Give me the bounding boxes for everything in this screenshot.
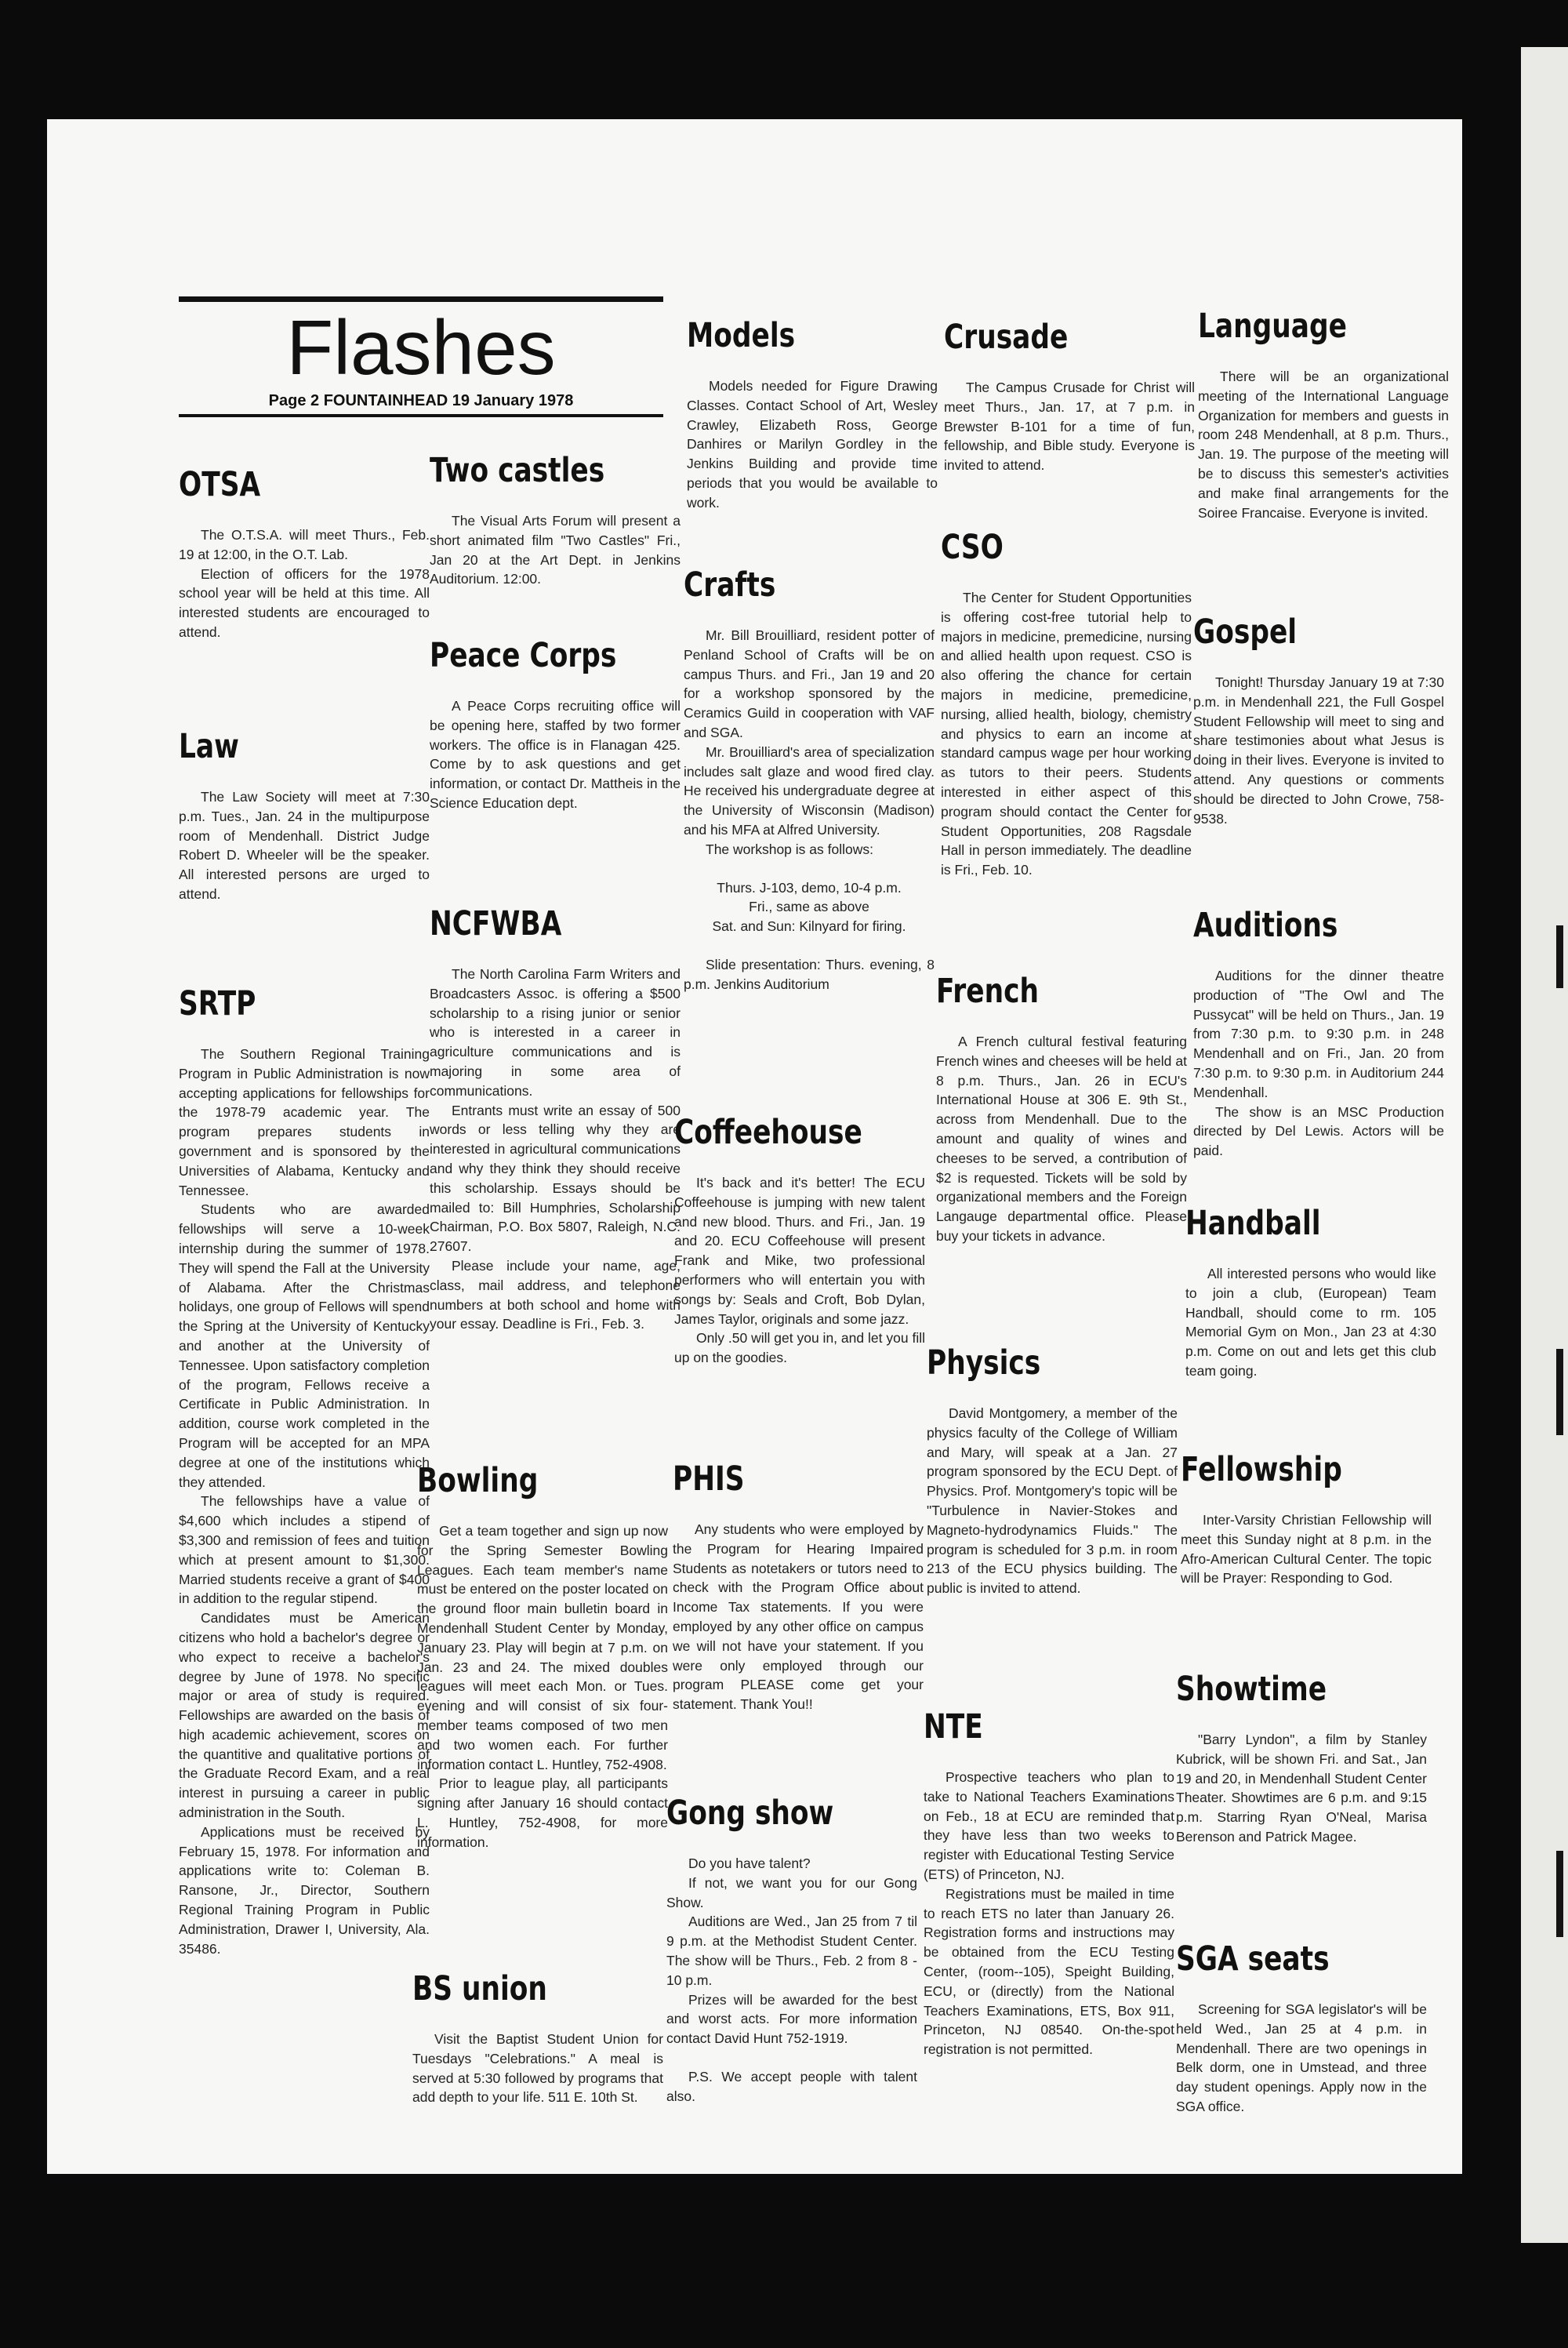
article-law: [179, 726, 430, 904]
article-paragraph: Do you have talent?: [688, 1856, 811, 1871]
article-peace-corps: [430, 635, 681, 813]
masthead-subtitle: Page 2 FOUNTAINHEAD 19 January 1978: [268, 392, 574, 409]
article-body: [179, 525, 430, 642]
article-paragraph: Get a team together and sign up now for the Spring Semester Bowling Leagues. Each team member's name must be entered on the poster located on the ground floor main bulletin board in Mendenhall Student Center by Monday, January 23. Play will begin at 7 p.m. on Jan. 23 and 24. The mixed doubles leagues will meet each Mon. or Tues. evening and will consist of six four-member teams composed of two men and two women each. For further information contact L. Huntley, 752-4908.: [417, 1523, 668, 1772]
article-body: [666, 1854, 917, 2106]
article-paragraph: Mr. Bill Brouilliard, resident potter of Penland School of Crafts will be on campus Thurs. and Fri., Jan 19 and 20 for a workshop sponsored by the Ceramics Guild in cooperation with VAF and SGA.: [684, 627, 935, 740]
article-paragraph: Slide presentation: Thurs. evening, 8 p.m. Jenkins Auditorium: [684, 956, 935, 992]
article-paragraph: Tonight! Thursday January 19 at 7:30 p.m. in Mendenhall 221, the Full Gospel Student Fellowship will meet to sing and share testimonies about what Jesus is doing in their lives. Everyone is invited to attend. Any questions or comments should be directed to John Crowe, 758-9538.: [1193, 674, 1444, 827]
article-body: [673, 1520, 924, 1714]
article-fellowship: [1181, 1449, 1432, 1588]
article-body: [430, 965, 681, 1334]
article-ncfwba: [430, 903, 681, 1334]
article-auditions: [1193, 905, 1444, 1161]
article-body: [924, 1768, 1174, 2059]
article-heading: Showtime: [1176, 1670, 1327, 1709]
article-paragraph: The Center for Student Opportunities is offering cost-free tutorial help to majors in medicine, premedicine, nursing and allied health upon request. CSO is also offering the chance for certain majors in medicine, premedicine, nursing, allied health, biology, chemistry and physics to earn an income at standard campus wage per hour working as tutors to their peers. Students interested in either aspect of this program should contact the Center for Student Opportunities, 208 Ragsdale Hall in person immediately. The deadline is Fri., Feb. 10.: [941, 590, 1192, 878]
article-body: [179, 787, 430, 904]
article-body: [684, 626, 935, 994]
masthead-title: Flashes: [286, 304, 556, 391]
article-heading: Fellowship: [1181, 1450, 1342, 1489]
article-paragraph: It's back and it's better! The ECU Coffeehouse is jumping with new talent and new blood. Thurs. and Fri., Jan. 19 and 20. ECU Coffeehouse will present Frank and Mike, two professional performers who will entertain you with songs by: Seals and Croft, Bob Dylan, James Taylor, originals and some jazz.: [674, 1175, 925, 1327]
article-paragraph: The O.T.S.A. will meet Thurs., Feb. 19 at 12:00, in the O.T. Lab.: [179, 527, 430, 562]
article-paragraph: The Campus Crusade for Christ will meet Thurs., Jan. 17, at 7 p.m. in Brewster B-101 for a time of fun, fellowship, and Bible study. Everyone is invited to attend.: [944, 380, 1195, 474]
article-two-castles: [430, 450, 681, 589]
article-handball: [1185, 1203, 1436, 1381]
article-coffeehouse: [674, 1112, 925, 1368]
article-heading: CSO: [941, 528, 1004, 567]
article-heading: Physics: [927, 1343, 1041, 1383]
article-paragraph: The Visual Arts Forum will present a short animated film "Two Castles" Fri., Jan 20 at the Art Dept. in Jenkins Auditorium. 12:00.: [430, 513, 681, 587]
article-body: [1185, 1264, 1436, 1381]
edge-mark: [1556, 1851, 1563, 1937]
article-body: [687, 376, 938, 513]
article-paragraph: The fellowships have a value of $4,600 which includes a stipend of $3,300 and remission of fees and tuition which at present amount to $1,300. Married students receive a grant of $400 in addition to the regular stipend.: [179, 1493, 430, 1607]
article-paragraph: Mr. Brouilliard's area of specialization includes salt glaze and wood fired clay. He received his undergraduate degree at the University of Wisconsin (Madison) and his MFA at Alfred University.: [684, 743, 935, 838]
article-heading: Law: [179, 727, 239, 766]
article-paragraph: Prospective teachers who plan to take to National Teachers Examinations on Feb., 18 at ECU are reminded that they have less than two weeks to register with Educational Testing Service (ETS) of Princeton, NJ.: [924, 1769, 1174, 1882]
article-models: [687, 315, 938, 513]
article-bowling: [417, 1460, 668, 1852]
article-paragraph: Please include your name, age, class, mail address, and telephone numbers at both school and home with your essay. Deadline is Fri., Feb. 3.: [430, 1257, 681, 1332]
article-paragraph: Entrants must write an essay of 500 words or less telling why they are interested in agricultural communications and why they think they should receive this scholarship. Essays should be mailed to: Bill Humphries, Scholarship Chairman, P.O. Box 5807, Raleigh, N.C. 27607.: [430, 1102, 681, 1255]
schedule-line: Fri., same as above: [749, 899, 869, 915]
article-paragraph: Registrations must be mailed in time to reach ETS no later than January 26. Registration forms and instructions may be obtained from the ECU Testing Center, (room--105), Speight Building, ECU, or (directly) from the National Teachers Examinations, ETS, Box 911, Princeton, NJ 08540. On-the-spot registration is not permitted.: [924, 1885, 1174, 2058]
article-body: [1176, 2000, 1427, 2117]
schedule-line: Sat. and Sun: Kilnyard for firing.: [712, 918, 906, 935]
article-paragraph: Applications must be received by February 15, 1978. For information and applications write to: Coleman B. Ransone, Jr., Director, Southern Regional Training Program in Public Administration, Drawer I, University, Ala. 35486.: [179, 1823, 430, 1957]
article-paragraph: The Southern Regional Training Program in Public Administration is now accepting applications for fellowships for the 1978-79 academic year. The program prepares students in government and is sponsored by the Universities of Alabama, Kentucky and Tennessee.: [179, 1046, 430, 1198]
article-otsa: [179, 464, 430, 642]
article-paragraph: Models needed for Figure Drawing Classes. Contact School of Art, Wesley Crawley, Elizabeth Ross, George Danhires or Marilyn Gordley in the Jenkins Building and provide time periods that you would be available to work.: [687, 378, 938, 511]
article-heading: Coffeehouse: [674, 1113, 862, 1152]
article-heading: Bowling: [417, 1461, 539, 1500]
article-french: [936, 971, 1187, 1246]
article-heading: French: [936, 972, 1039, 1011]
article-paragraph: Students who are awarded fellowships will serve a 10-week internship during the summer of 1978. They will spend the Fall at the University of Alabama. After the Christmas holidays, one group of Fellows will spend the Spring at the University of Kentucky and another at the University of Tennessee. Upon satisfactory completion of the program, Fellows receive a Certificate in Public Administration. In addition, course work completed in the Program will be accepted for an MPA degree at one of the institutions which they attended.: [179, 1201, 430, 1490]
article-body: [944, 378, 1195, 475]
article-heading: Handball: [1185, 1204, 1321, 1243]
article-heading: Auditions: [1193, 906, 1338, 945]
article-paragraph: Prizes will be awarded for the best and worst acts. For more information contact David Hunt 752-1919.: [666, 1991, 917, 2047]
article-paragraph: There will be an organizational meeting of the International Language Organization for members and guests in room 248 Mendenhall, at 8 p.m. Thurs., Jan. 19. The purpose of the meeting will be to discuss this semester's activities and make final arrangements for the Soiree Francaise. Everyone is invited.: [1198, 369, 1449, 521]
article-body: [412, 2030, 663, 2107]
article-body: [936, 1032, 1187, 1246]
article-paragraph: All interested persons who would like to join a club, (European) Team Handball, should come to rm. 105 Memorial Gym on Mon., Jan 23 at 4:30 p.m. Come on out and lets get this club team going.: [1185, 1266, 1436, 1379]
article-body: [417, 1521, 668, 1852]
article-srtp: [179, 983, 430, 1958]
article-sga-seats: [1176, 1939, 1427, 2117]
article-heading: Gospel: [1193, 612, 1298, 652]
article-paragraph: A French cultural festival featuring French wines and cheeses will be held at 8 p.m. Thurs., Jan. 26 in ECU's International House at 306 E. 9th St., across from Mendenhall. Due to the amount and quality of wines and cheeses to be served, a contribution of $2 is requested. Tickets will be sold by organizational members and the Foreign Langauge departmental office. Please buy your tickets in advance.: [936, 1034, 1187, 1244]
article-paragraph: David Montgomery, a member of the physics faculty of the College of William and Mary, will speak at a Jan. 27 program sponsored by the ECU Dept. of Physics. Prof. Montgomery's topic will be "Turbulence in Navier-Stokes and Magneto-hydrodynamics Fluids." The program is scheduled for 3 p.m. in room 213 of the ECU physics building. The public is invited to attend.: [927, 1405, 1178, 1597]
article-paragraph: The North Carolina Farm Writers and Broadcasters Assoc. is offering a $500 scholarship to a rising junior or senior who is interested in a career in agriculture communications and is majoring in some area of communications.: [430, 966, 681, 1099]
article-paragraph: The show is an MSC Production directed by Del Lewis. Actors will be paid.: [1193, 1103, 1444, 1159]
article-paragraph: A Peace Corps recruiting office will be opening here, staffed by two former workers. The office is in Flanagan 425. Come by to ask questions and get information, or contact Dr. Mattheis in the Science Education dept.: [430, 698, 681, 811]
article-crafts: [684, 565, 935, 994]
article-cso: [941, 527, 1192, 880]
article-paragraph: If not, we want you for our Gong Show.: [666, 1874, 917, 1910]
article-body: [1198, 367, 1449, 522]
article-language: [1198, 306, 1449, 522]
article-heading: NTE: [924, 1707, 983, 1746]
article-body: [927, 1404, 1178, 1598]
article-paragraph: P.S. We accept people with talent also.: [666, 2068, 917, 2104]
schedule-line: Thurs. J-103, demo, 10-4 p.m.: [717, 879, 902, 896]
article-paragraph: The workshop is as follows:: [706, 841, 873, 857]
edge-mark: [1556, 1349, 1563, 1435]
article-heading: OTSA: [179, 465, 261, 504]
article-paragraph: Candidates must be American citizens who hold a bachelor's degree or who expect to receive a bachelor's degree by June of 1978. No specific major or area of study is required. Fellowships are awarded on the basis of high academic achievement, scores on the quantitive and qualitative portions of the Graduate Record Exam, and a real interest in pursuing a career in public administration in the South.: [179, 1610, 430, 1821]
article-phis: [673, 1459, 924, 1714]
article-body: [430, 511, 681, 589]
article-paragraph: Visit the Baptist Student Union for Tuesdays "Celebrations." A meal is served at 5:30 followed by programs that add depth to your life. 511 E. 10th St.: [412, 2031, 663, 2106]
article-showtime: [1176, 1669, 1427, 1847]
article-paragraph: The Law Society will meet at 7:30 p.m. Tues., Jan. 24 in the multipurpose room of Mendenhall. District Judge Robert D. Wheeler will be the speaker. All interested persons are urged to attend.: [179, 789, 430, 902]
article-heading: Models: [687, 316, 796, 355]
article-nte: [924, 1706, 1174, 2059]
masthead-rule: [179, 296, 663, 302]
article-body: [430, 696, 681, 813]
article-heading: PHIS: [673, 1459, 745, 1499]
article-gospel: [1193, 612, 1444, 828]
article-heading: BS union: [412, 1969, 547, 2008]
article-body: [1193, 966, 1444, 1161]
article-gong-show: [666, 1793, 917, 2106]
article-paragraph: Screening for SGA legislator's will be held Wed., Jan 25 at 4 p.m. in Mendenhall. There are two openings in Belk dorm, one in Umstead, and three day student openings. Apply now in the SGA office.: [1176, 2001, 1427, 2114]
article-paragraph: Election of officers for the 1978 school year will be held at this time. All interested students are encouraged to attend.: [179, 565, 430, 640]
article-body: [1181, 1510, 1432, 1588]
article-body: [1176, 1730, 1427, 1847]
article-body: [1193, 673, 1444, 828]
article-heading: Crusade: [944, 318, 1069, 357]
article-physics: [927, 1343, 1178, 1598]
article-paragraph: Only .50 will get you in, and let you fill up on the goodies.: [674, 1330, 925, 1366]
article-crusade: [944, 317, 1195, 475]
article-heading: Two castles: [430, 451, 605, 490]
article-heading: Gong show: [666, 1794, 834, 1833]
article-paragraph: Any students who were employed by the Program for Hearing Impaired Students as notetakers or tutors need to check with the Program Office about Income Tax statements. If you were employed by any other office on campus we will not have your statement. If you were only employed through our program PLEASE come get your statement. Thank You!!: [673, 1521, 924, 1713]
article-body: [941, 588, 1192, 880]
article-bs-union: [412, 1968, 663, 2107]
article-body: [674, 1173, 925, 1368]
article-heading: SGA seats: [1176, 1939, 1330, 1979]
article-heading: Peace Corps: [430, 636, 617, 675]
article-heading: Crafts: [684, 565, 776, 605]
article-paragraph: Auditions for the dinner theatre production of "The Owl and The Pussycat" will be held on Thurs., Jan. 19 from 7:30 p.m. to 9:30 p.m. in 248 Mendenhall and on Fri., Jan. 20 from 7:30 p.m. to 9:30 p.m. in Auditorium 244 Mendenhall.: [1193, 968, 1444, 1100]
article-paragraph: Auditions are Wed., Jan 25 from 7 til 9 p.m. at the Methodist Student Center. The show will be Thurs., Feb. 2 from 8 - 10 p.m.: [666, 1914, 917, 1988]
article-paragraph: Inter-Varsity Christian Fellowship will meet this Sunday night at 8 p.m. in the Afro-American Cultural Center. The topic will be Prayer: Responding to God.: [1181, 1512, 1432, 1587]
article-paragraph: Prior to league play, all participants signing after January 16 should contact L. Huntley, 752-4908, for more information.: [417, 1776, 668, 1850]
article-heading: NCFWBA: [430, 904, 562, 943]
edge-mark: [1556, 925, 1563, 988]
article-heading: Language: [1198, 307, 1347, 346]
article-paragraph: "Barry Lyndon", a film by Stanley Kubrick, will be shown Fri. and Sat., Jan 19 and 20, in Mendenhall Student Center Theater. Showtimes are 6 p.m. and 9:15 p.m. Starring Ryan O'Neal, Marisa Berenson and Patrick Magee.: [1176, 1732, 1427, 1845]
article-body: [179, 1045, 430, 1958]
article-heading: SRTP: [179, 984, 256, 1023]
masthead-rule: [179, 414, 663, 417]
